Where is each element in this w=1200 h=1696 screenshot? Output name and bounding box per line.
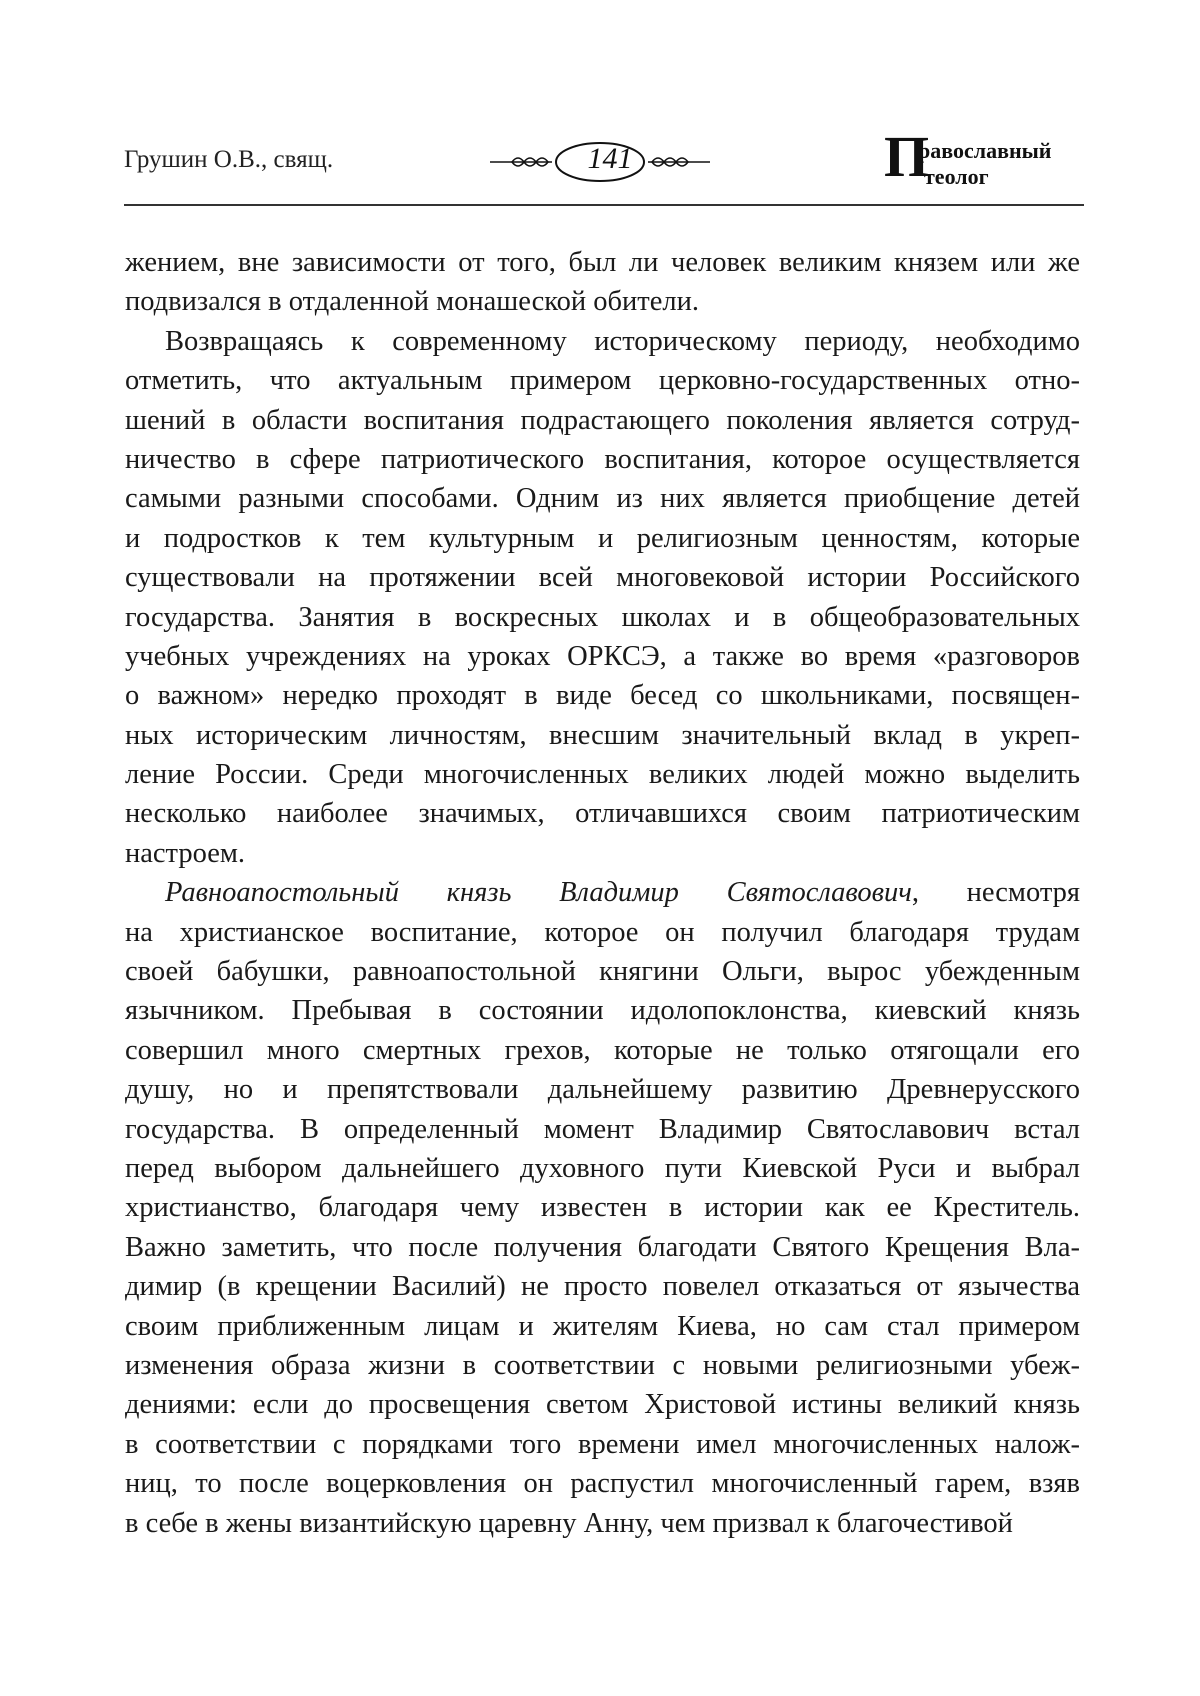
body-text: [125, 243, 1080, 1543]
paragraph-1: [125, 243, 1080, 322]
journal-title-line1: равославный: [918, 138, 1052, 163]
text-line: своей бабушки, равноапостольной княгини Ольги, вырос убежденным: [125, 956, 1080, 988]
text-line: изменения образа жизни в соответствии с новыми религиозными убеж-: [125, 1349, 1080, 1381]
italic-name: Равноапостольный князь Владимир Святославович: [165, 877, 912, 909]
text-line: ниц, то после воцерковления он распустил многочисленный гарем, взяв: [125, 1468, 1080, 1500]
journal-initial: П: [884, 124, 930, 189]
text-line: димир (в крещении Василий) не просто повелел отказаться от язычества: [125, 1271, 1080, 1303]
text-line: совершил много смертных грехов, которые не только отягощали его: [125, 1034, 1080, 1066]
text-line: и подростков к тем культурным и религиозным ценностям, которые: [125, 522, 1080, 554]
journal-title-line2: теолог: [924, 164, 989, 189]
paragraph-2: [125, 322, 1080, 873]
text-line: подвизался в отдаленной монашеской обители.: [125, 286, 699, 318]
text-line: несколько наиболее значимых, отличавшихся своим патриотическим: [125, 798, 1080, 830]
page-number: 141: [587, 142, 633, 175]
text-line: в себе в жены византийскую царевну Анну, чем призвал к благочестивой: [125, 1507, 1013, 1539]
text-line: душу, но и препятствовали дальнейшему развитию Древнерусского: [125, 1074, 1080, 1106]
text-line: ничество в сфере патриотического воспитания, которое осуществляется: [125, 443, 1080, 475]
text-line: ных историческим личностям, внесшим значительный вклад в укреп-: [125, 719, 1080, 751]
text-run: , несмотря: [911, 877, 1080, 909]
text-line: в соответствии с порядками того времени имел многочисленных налож-: [125, 1428, 1080, 1460]
text-line: христианство, благодаря чему известен в истории как ее Креститель.: [125, 1192, 1080, 1224]
text-line: государства. В определенный момент Владимир Святославович встал: [125, 1113, 1080, 1145]
journal-logo: [884, 124, 1084, 194]
text-line: ление России. Среди многочисленных великих людей можно выделить: [125, 759, 1080, 791]
text-line: перед выбором дальнейшего духовного пути Киевской Руси и выбрал: [125, 1152, 1080, 1184]
text-line: отметить, что актуальным примером церковно-государственных отно-: [125, 365, 1080, 397]
paragraph-3: [125, 873, 1080, 1543]
text-line: на христианское воспитание, которое он получил благодаря трудам: [125, 916, 1080, 948]
text-line: Возвращаясь к современному историческому периоду, необходимо: [165, 325, 1080, 357]
text-line: язычником. Пребывая в состоянии идолопоклонства, киевский князь: [125, 995, 1080, 1027]
running-header: [124, 124, 1084, 206]
text-line: дениями: если до просвещения светом Христовой истины великий князь: [125, 1389, 1080, 1421]
text-line-first: [125, 873, 1080, 912]
text-line: шений в области воспитания подрастающего поколения является сотруд-: [125, 404, 1080, 436]
text-line: Важно заметить, что после получения благодати Святого Крещения Вла-: [125, 1231, 1080, 1263]
text-line: государства. Занятия в воскресных школах и в общеобразовательных: [125, 601, 1080, 633]
text-line: о важном» нередко проходят в виде бесед со школьниками, посвящен-: [125, 680, 1080, 712]
text-line: существовали на протяжении всей многовековой истории Российского: [125, 562, 1080, 594]
text-line: самыми разными способами. Одним из них является приобщение детей: [125, 483, 1080, 515]
text-line: настроем.: [125, 837, 246, 869]
header-author: Грушин О.В., свящ.: [124, 146, 334, 173]
text-line: учебных учреждениях на уроках ОРКСЭ, а также во время «разговоров: [125, 640, 1080, 672]
text-line: жением, вне зависимости от того, был ли человек великим князем или же: [125, 247, 1080, 278]
text-line: своим приближенным лицам и жителям Киева, но сам стал примером: [125, 1310, 1080, 1342]
